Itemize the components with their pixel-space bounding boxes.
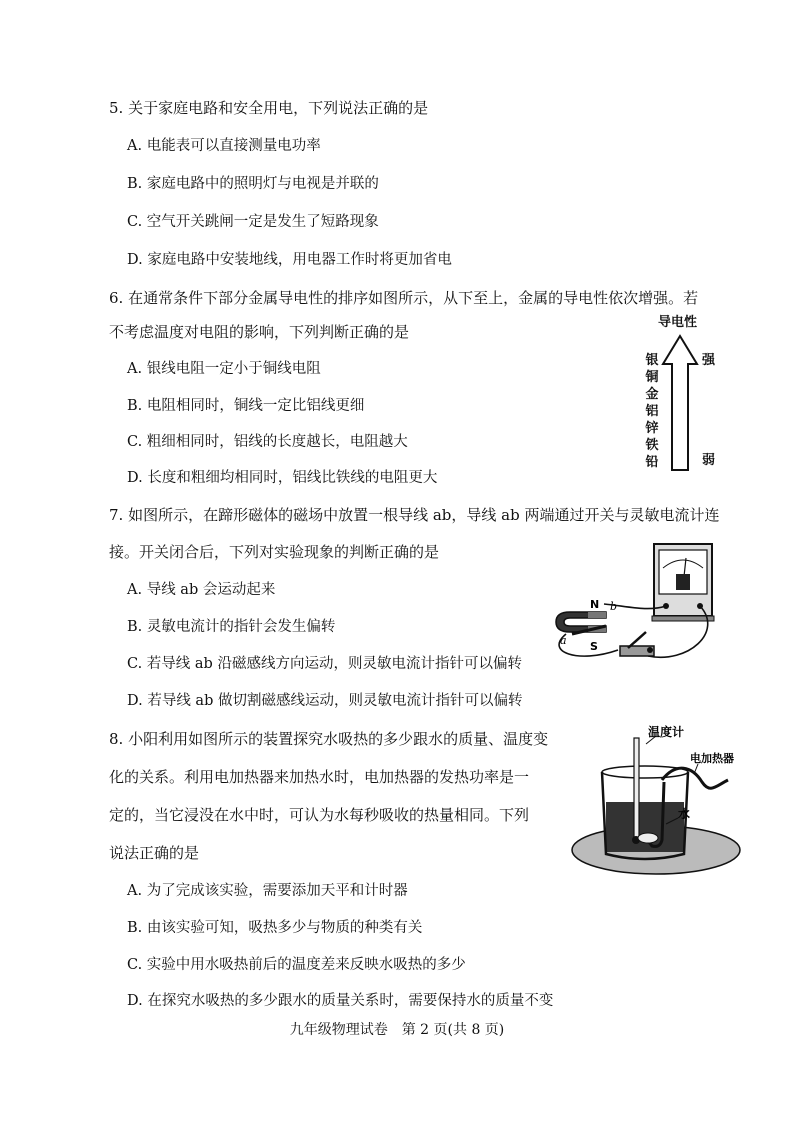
heating-figure (566, 722, 746, 882)
heater-label: 电加热器 (690, 752, 734, 765)
q8-stem-line4: 说法正确的是 (109, 844, 200, 862)
magnet-n-label: N (590, 598, 600, 611)
q5-option-a: A. 电能表可以直接测量电功率 (127, 138, 321, 154)
q7-stem-line2: 接。开关闭合后，下列对实验现象的判断正确的是 (109, 543, 440, 561)
metal-aluminium: 铝 (645, 404, 659, 419)
strong-label: 强 (702, 353, 716, 368)
metal-iron: 铁 (645, 438, 659, 453)
conductivity-figure (632, 312, 732, 482)
q8-option-d: D. 在探究水吸热的多少跟水的质量关系时，需要保持水的质量不变 (127, 993, 554, 1009)
q8-stem-line2: 化的关系。利用电加热器来加热水时，电加热器的发热功率是一 (109, 768, 530, 786)
magnet-s-label: S (590, 640, 598, 653)
metal-copper: 铜 (645, 370, 659, 385)
conductivity-title: 导电性 (658, 315, 698, 330)
q8-option-c: C. 实验中用水吸热前后的温度差来反映水吸热的多少 (127, 957, 466, 973)
q6-option-d: D. 长度和粗细均相同时，铝线比铁线的电阻更大 (127, 470, 438, 486)
page-footer: 九年级物理试卷 第 2 页(共 8 页) (289, 1022, 505, 1038)
q8-stem-line1: 8. 小阳利用如图所示的装置探究水吸热的多少跟水的质量、温度变 (109, 730, 549, 748)
q7-option-a: A. 导线 ab 会运动起来 (127, 582, 276, 598)
galvanometer-icon (652, 544, 714, 621)
beaker-icon (602, 766, 691, 859)
metal-lead: 铅 (645, 455, 659, 470)
switch-icon (620, 632, 654, 656)
q7-option-b: B. 灵敏电流计的指针会发生偏转 (127, 619, 336, 635)
q6-option-b: B. 电阻相同时，铜线一定比铝线更细 (127, 398, 365, 414)
q8-stem-line3: 定的，当它浸没在水中时，可认为水每秒吸收的热量相同。下列 (109, 806, 530, 824)
q7-option-c: C. 若导线 ab 沿磁感线方向运动，则灵敏电流计指针可以偏转 (127, 656, 522, 672)
q8-option-b: B. 由该实验可知，吸热多少与物质的种类有关 (127, 920, 423, 936)
metal-gold: 金 (645, 387, 659, 402)
q5-option-c: C. 空气开关跳闸一定是发生了短路现象 (127, 214, 379, 230)
water-label: 水 (678, 807, 691, 821)
weak-label: 弱 (702, 453, 716, 468)
metal-zinc: 锌 (645, 421, 659, 436)
wire-a-label: a (560, 634, 567, 647)
q5-stem: 5. 关于家庭电路和安全用电，下列说法正确的是 (109, 99, 429, 117)
q6-stem-line2: 不考虑温度对电阻的影响，下列判断正确的是 (109, 323, 410, 341)
q7-option-d: D. 若导线 ab 做切割磁感线运动，则灵敏电流计指针可以偏转 (127, 693, 523, 709)
metal-silver: 银 (645, 353, 659, 368)
q5-option-b: B. 家庭电路中的照明灯与电视是并联的 (127, 176, 379, 192)
induction-figure (548, 540, 728, 672)
q5-option-d: D. 家庭电路中安装地线，用电器工作时将更加省电 (127, 252, 452, 268)
q6-option-a: A. 银线电阻一定小于铜线电阻 (127, 361, 321, 377)
q8-option-a: A. 为了完成该实验，需要添加天平和计时器 (127, 883, 408, 899)
thermometer-label: 温度计 (648, 725, 685, 739)
wire-b-label: b (610, 600, 618, 613)
q6-option-c: C. 粗细相同时，铝线的长度越长，电阻越大 (127, 434, 408, 450)
q7-stem-line1: 7. 如图所示，在蹄形磁体的磁场中放置一根导线 ab，导线 ab 两端通过开关与灵敏电流计连 (109, 506, 720, 524)
q6-stem-line1: 6. 在通常条件下部分金属导电性的排序如图所示，从下至上，金属的导电性依次增强。若 (109, 289, 699, 307)
metal-list (644, 352, 660, 471)
